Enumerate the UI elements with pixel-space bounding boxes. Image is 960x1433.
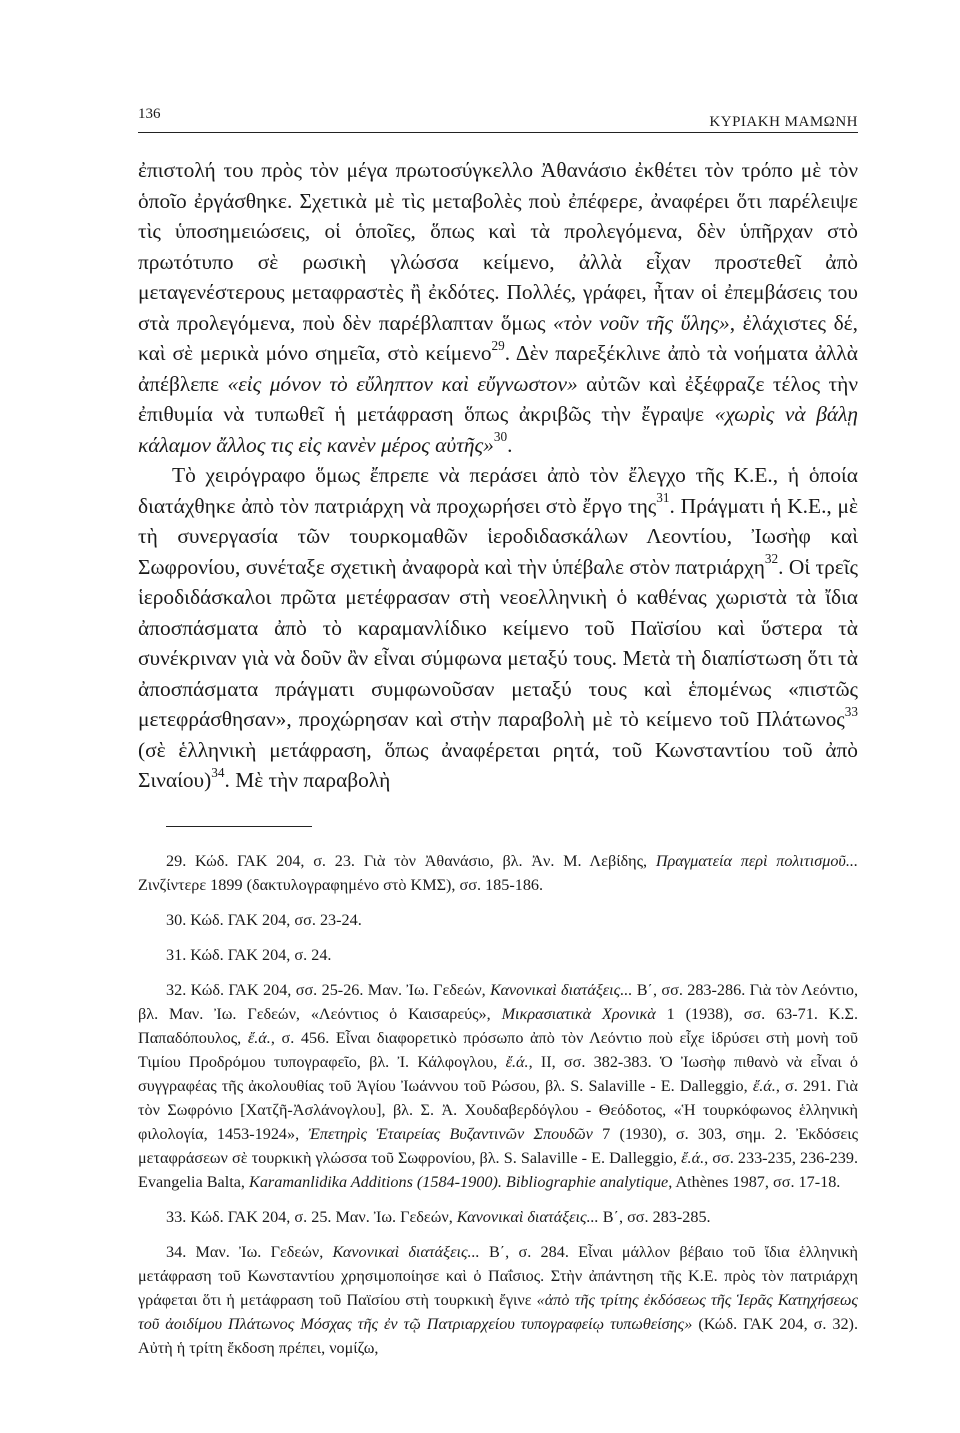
- footnote-34: [138, 1240, 858, 1360]
- text-run: 33. Κώδ. ΓΑΚ 204, σ. 25. Μαν. Ἰω. Γεδεών,: [166, 1207, 457, 1226]
- footnote-29: [138, 849, 858, 897]
- footnote-30: 30. Κώδ. ΓΑΚ 204, σσ. 23-24.: [166, 910, 362, 929]
- text-run: 29. Κώδ. ΓΑΚ 204, σ. 23. Γιὰ τὸν Ἀθανάσιο, βλ. Ἀν. Μ. Λεβίδης,: [166, 851, 656, 870]
- text-run: Β΄, σσ. 283-286. Γιὰ τὸν Λεόντιο, βλ. Μαν. Ἰω. Γεδεών, «Λεόντιος ὁ Καισαρεύς»,: [138, 980, 858, 1023]
- page-header: [138, 104, 858, 133]
- footnote-33: [138, 1205, 858, 1229]
- text-run: Β΄, σ. 284. Εἶναι μάλλον βέβαιο τοῦ ἴδια ἑλληνικὴ μετάφραση τοῦ Κωνσταντίου χρησιμοποίησε καὶ ὁ Παΐσιος. Στὴν ἀπάντηση τῆς Κ.Ε. πρὸς τὸν πατριάρχη γράφεται ὅτι ἡ μετάφραση τοῦ Παϊσίου στὴ τουρκικὴ ἔγινε: [138, 1242, 859, 1309]
- footnote-31: 31. Κώδ. ΓΑΚ 204, σ. 24.: [166, 945, 332, 964]
- book-title: Κανονικαὶ διατάξεις...: [332, 1242, 480, 1261]
- footnote-ref-29[interactable]: 29: [491, 337, 505, 353]
- text-run: 34. Μαν. Ἰω. Γεδεών,: [166, 1242, 333, 1261]
- footnotes: [138, 849, 858, 1360]
- page: [138, 104, 858, 1371]
- text-run: , ΙΙ, σσ. 382-383. Ὁ Ἰωσὴφ πιθανὸ νὰ εἶναι ὁ συγγραφέας τῆς ἀκολουθίας τοῦ Ἁγίου Ἰωάννου τοῦ Ρώσου, βλ. S. Salaville - E. Dalleggio,: [138, 1052, 859, 1095]
- quotation: «εἰς μόνον τὸ εὔληπτον καὶ εὔγνωστον»: [227, 371, 578, 396]
- text-run: 1 (1938), σσ. 63-71. Κ.Σ. Παπαδόπουλος,: [138, 1004, 858, 1047]
- journal-title: Μικρασιατικὰ Χρονικὰ: [501, 1004, 656, 1023]
- text-run: αὐτῶν καὶ ἐξέφραζε τέλος τὴν ἐπιθυμία νὰ τυπωθεῖ ἡ μετάφραση ὅπως ἀκριβῶς τὴν ἔγραψε: [138, 371, 858, 426]
- body-text: [138, 155, 858, 796]
- quotation: «ἀπὸ τῆς τρίτης ἐκδόσεως τῆς Ἱερᾶς Κατηχήσεως τοῦ ἀοιδίμου Πλάτωνος Μόσχας τῆς ἐν τῷ Πατριαρχείου τυπογραφείῳ τυπωθείσης»: [138, 1290, 858, 1333]
- abbreviation: ἔ.ά.: [681, 1148, 705, 1167]
- footnote-separator: [166, 826, 312, 827]
- text-run: 32. Κώδ. ΓΑΚ 204, σσ. 25-26. Μαν. Ἰω. Γεδεών,: [166, 980, 491, 999]
- text-run: . Πράγματι ἡ Κ.Ε., μὲ τὴ συνεργασία τῶν τουρκομαθῶν ἱεροδιδασκάλων Λεοντίου, Ἰωσὴφ καὶ Σωφρονίου, συνέταξε σχετικὴ ἀναφορὰ καὶ τὴν ὑπέβαλε στὸν πατριάρχη: [138, 493, 858, 579]
- abbreviation: ἔ.ά.: [752, 1076, 776, 1095]
- footnote-ref-31[interactable]: 31: [656, 490, 670, 506]
- journal-title: Ἐπετηρὶς Ἑταιρείας Βυζαντινῶν Σπουδῶν: [308, 1124, 593, 1143]
- text-run: ἐπιστολή του πρὸς τὸν μέγα πρωτοσύγκελλο Ἀθανάσιο ἐκθέτει τὸν τρόπο μὲ τὸν ὁποῖο ἐργάσθηκε. Σχετικὰ μὲ τὶς μεταβολὲς ποὺ ἐπέφερε, ἀναφέρει ὅτι παρέλειψε τὶς ὑποσημειώσεις, οἱ ὁποῖες, ὅπως καὶ τὰ προλεγόμενα, δὲν ὑπῆρχαν στὸ πρωτότυπο σὲ ρωσικὴ γλώσσα κείμενο, ἀλλὰ εἶχαν προστεθεῖ ἀπὸ μεταγενέστερους μεταφραστὲς ἢ ἐκδότες. Πολλές, γράφει, ἦταν οἱ ἐπεμβάσεις του στὰ προλεγόμενα, ποὺ δὲν παρέβλαπταν ὅμως: [138, 158, 858, 335]
- quotation: «χωρὶς νὰ βάλῃ κάλαμον ἄλλος τις εἰς κανὲν μέρος αὐτῆς»: [138, 402, 858, 457]
- text-run: . Μὲ τὴν παραβολὴ: [224, 768, 391, 792]
- text-run: .: [507, 432, 513, 457]
- text-run: (σὲ ἑλληνικὴ μετάφραση, ὅπως ἀναφέρεται ρητά, τοῦ Κωνσταντίου τοῦ ἀπὸ Σιναίου): [138, 737, 858, 792]
- text-run: Β΄, σσ. 283-285.: [598, 1207, 711, 1226]
- footnote-32: [138, 978, 858, 1194]
- running-head: ΚΥΡΙΑΚΗ ΜΑΜΩΝΗ: [709, 114, 858, 130]
- text-run: , σ. 456. Εἶναι διαφορετικὸ πρόσωπο ἀπὸ τὸν Λεόντιο ποὺ εἶχε ἱδρύσει στὴ μονὴ τοῦ Τιμίου Προδρόμου τυπογραφεῖο, βλ. Ἰ. Κάλφογλου,: [138, 1028, 858, 1071]
- book-title: Κανονικαὶ διατάξεις...: [490, 980, 633, 999]
- text-run: . Δὲν παρεξέκλινε ἀπὸ τὰ νοήματα ἀλλὰ ἀπέβλεπε: [138, 341, 858, 396]
- text-run: , σ. 291. Γιὰ τὸν Σωφρόνιο [Χατζῆ-Ἀσλάνογλου], βλ. Σ. Ἀ. Χουδαβερδόγλου - Θεόδοτος, «Ἡ τουρκόφωνος ἑλληνικὴ φιλολογία, 1453-1924»,: [138, 1076, 858, 1143]
- abbreviation: ἔ.ά.: [247, 1028, 271, 1047]
- quotation: «τὸν νοῦν τῆς ὕλης»: [552, 310, 730, 335]
- book-title: Karamanlidika Additions (1584-1900). Bibliographie analytique: [249, 1172, 669, 1191]
- page-number: 136: [138, 106, 161, 122]
- abbreviation: ἔ.ά.: [505, 1052, 529, 1071]
- text-run: , ἐλάχιστες δέ, καὶ σὲ μερικὰ μόνο σημεῖα, στὸ κείμενο: [138, 310, 859, 365]
- text-run: Ζινζίντερε 1899 (δακτυλογραφημένο στὸ ΚΜΣ), σσ. 185-186.: [138, 875, 544, 894]
- book-title: Πραγματεία περὶ πολιτισμοῦ...: [655, 851, 858, 870]
- paragraph-2: [138, 460, 858, 796]
- text-run: . Οἱ τρεῖς ἱεροδιδάσκαλοι πρῶτα μετέφρασαν στὴ νεοελληνικὴ ὁ καθένας χωριστὰ τὰ ἴδια ἀποσπάσματα ἀπὸ τὸ καραμανλίδικο κείμενο τοῦ Παϊσίου καὶ ὕστερα τὰ συνέκριναν γιὰ νὰ δοῦν ἂν εἶναι σύμφωνα μεταξύ τους. Μετὰ τὴ διαπίστωση ὅτι τὰ ἀποσπάσματα πράγματι συμφωνοῦσαν μεταξύ τους καὶ ἑπομένως «πιστῶς μετεφράσθησαν», προχώρησαν καὶ στὴν παραβολὴ μὲ τὸ κείμενο τοῦ Πλάτωνος: [138, 554, 858, 731]
- text-run: 7 (1930), σ. 303, σημ. 2. Ἐκδόσεις μεταφράσεων σὲ τουρκικὴ γλώσσα τοῦ Σωφρονίου, βλ. S. Salaville - E. Dalleggio,: [138, 1124, 858, 1167]
- text-run: (Κώδ. ΓΑΚ 204, σ. 32). Αὐτὴ ἡ τρίτη ἔκδοση πρέπει, νομίζω,: [138, 1314, 858, 1357]
- text-run: , Athènes 1987, σσ. 17-18.: [668, 1172, 841, 1191]
- footnote-ref-30[interactable]: 30: [493, 429, 508, 445]
- text-run: Τὸ χειρόγραφο ὅμως ἔπρεπε νὰ περάσει ἀπὸ τὸν ἔλεγχο τῆς Κ.Ε., ἡ ὁποία διατάχθηκε ἀπὸ τὸν πατριάρχη νὰ προχωρήσει στὸ ἔργο της: [138, 463, 858, 518]
- footnote-ref-33[interactable]: 33: [844, 703, 858, 719]
- footnote-ref-34[interactable]: 34: [211, 764, 225, 780]
- text-run: , σσ. 233-235, 236-239. Evangelia Balta,: [138, 1148, 858, 1191]
- footnote-ref-32[interactable]: 32: [764, 551, 779, 567]
- paragraph-1: [138, 155, 858, 460]
- book-title: Κανονικαὶ διατάξεις...: [456, 1207, 599, 1226]
